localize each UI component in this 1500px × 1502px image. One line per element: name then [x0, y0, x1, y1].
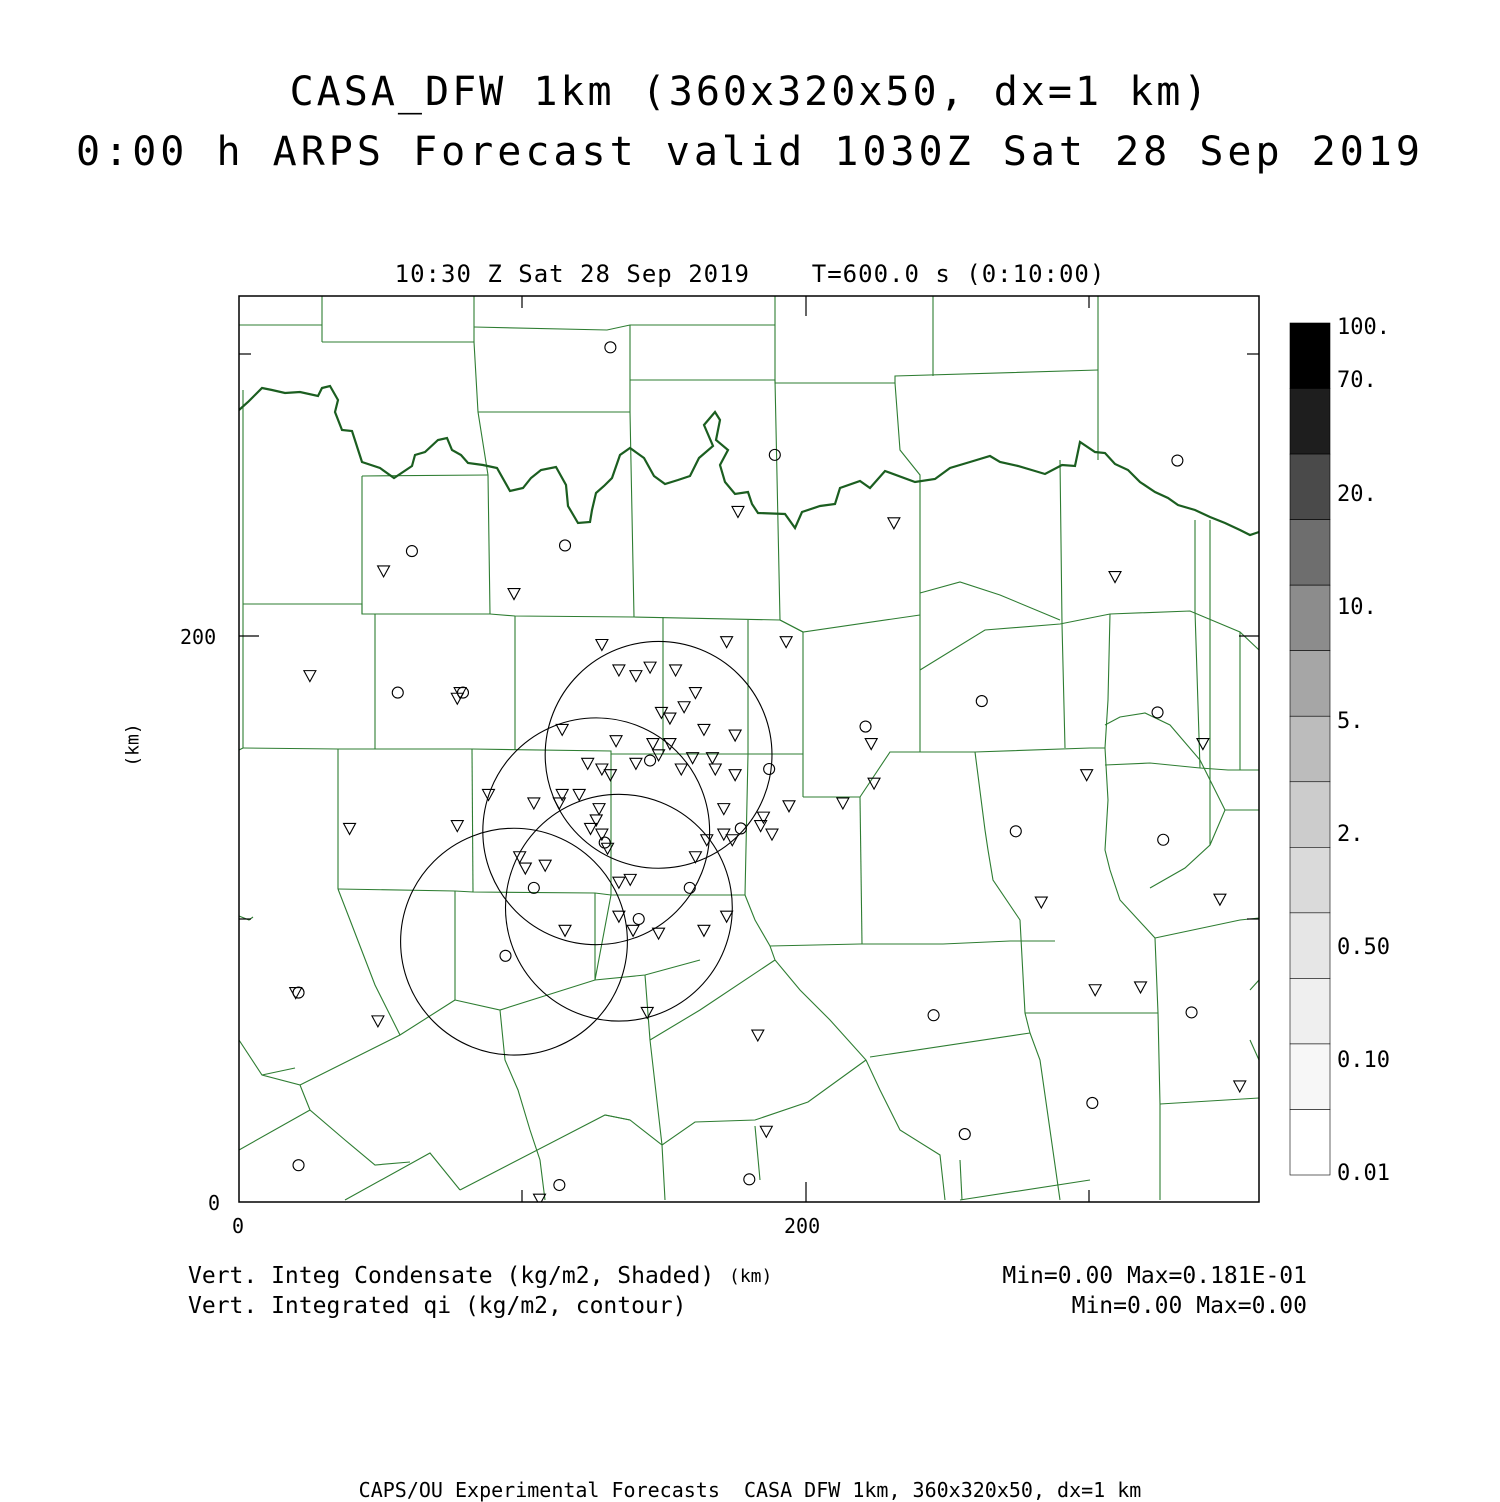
field2-label: Vert. Integrated qi (kg/m2, contour) — [188, 1293, 687, 1319]
station-circle-marker — [928, 1010, 939, 1021]
radar-ring-3 — [505, 794, 732, 1021]
station-triangle-marker — [556, 724, 568, 735]
colorbar-swatch-12 — [1290, 1044, 1330, 1110]
station-triangle-marker — [732, 506, 744, 517]
station-circle-marker — [500, 950, 511, 961]
colorbar-swatch-3 — [1290, 454, 1330, 520]
station-triangle-marker — [539, 860, 551, 871]
station-triangle-marker — [602, 843, 614, 854]
station-triangle-marker — [752, 1030, 764, 1041]
colorbar-label-5: 5. — [1337, 709, 1364, 734]
radar-ring-4 — [401, 828, 628, 1055]
station-triangle-marker — [689, 688, 701, 699]
station-circle-marker — [392, 687, 403, 698]
station-triangle-marker — [559, 925, 571, 936]
colorbar-label-20: 20. — [1337, 482, 1377, 507]
station-triangle-marker — [1035, 897, 1047, 908]
station-triangle-marker — [698, 724, 710, 735]
station-triangle-marker — [644, 662, 656, 673]
y-axis-label: (km) — [122, 723, 144, 767]
colorbar-label-0-01: 0.01 — [1337, 1161, 1390, 1186]
station-triangle-marker — [647, 739, 659, 750]
station-markers — [290, 342, 1246, 1205]
station-triangle-marker — [783, 801, 795, 812]
colorbar-swatch-4 — [1290, 520, 1330, 586]
station-circle-marker — [976, 696, 987, 707]
station-circle-marker — [769, 449, 780, 460]
station-triangle-marker — [344, 823, 356, 834]
station-triangle-marker — [519, 863, 531, 874]
valid-time-subtitle: 10:30 Z Sat 28 Sep 2019 T=600.0 s (0:10:00) — [394, 260, 1106, 288]
colorbar-label-100: 100. — [1337, 315, 1390, 340]
station-triangle-marker — [718, 804, 730, 815]
station-triangle-marker — [757, 812, 769, 823]
station-circle-marker — [1158, 834, 1169, 845]
field2-range: Min=0.00 Max=0.00 — [1071, 1293, 1307, 1319]
station-circle-marker — [860, 721, 871, 732]
station-triangle-marker — [865, 739, 877, 750]
station-circle-marker — [528, 882, 539, 893]
station-triangle-marker — [585, 823, 597, 834]
station-triangle-marker — [729, 730, 741, 741]
station-triangle-marker — [451, 693, 463, 704]
county-boundaries — [239, 296, 1259, 1200]
station-triangle-marker — [837, 798, 849, 809]
station-triangle-marker — [613, 911, 625, 922]
station-triangle-marker — [670, 665, 682, 676]
footer-credit: CAPS/OU Experimental Forecasts CASA DFW 1km, 360x320x50, dx=1 km — [358, 1478, 1142, 1502]
station-triangle-marker — [573, 789, 585, 800]
station-triangle-marker — [729, 770, 741, 781]
station-triangle-marker — [553, 798, 565, 809]
colorbar-label-70: 70. — [1337, 368, 1377, 393]
colorbar-swatch-2 — [1290, 389, 1330, 455]
station-triangle-marker — [624, 874, 636, 885]
station-triangle-marker — [721, 637, 733, 648]
station-triangle-marker — [451, 821, 463, 832]
station-triangle-marker — [888, 518, 900, 529]
station-triangle-marker — [630, 758, 642, 769]
station-triangle-marker — [709, 764, 721, 775]
field1-range: Min=0.00 Max=0.181E-01 — [1002, 1263, 1307, 1289]
station-triangle-marker — [372, 1016, 384, 1027]
colorbar-swatch-8 — [1290, 782, 1330, 848]
colorbar-swatch-10 — [1290, 913, 1330, 979]
station-triangle-marker — [678, 702, 690, 713]
station-triangle-marker — [304, 671, 316, 682]
radar-ring-2 — [483, 718, 710, 945]
station-circle-marker — [633, 914, 644, 925]
station-triangle-marker — [528, 798, 540, 809]
map-title-line1: CASA_DFW 1km (360x320x50, dx=1 km) — [289, 69, 1211, 115]
station-triangle-marker — [664, 713, 676, 724]
station-triangle-marker — [1089, 985, 1101, 996]
station-circle-marker — [560, 540, 571, 551]
station-triangle-marker — [1234, 1081, 1246, 1092]
station-triangle-marker — [653, 928, 665, 939]
colorbar-label-0-50: 0.50 — [1337, 935, 1390, 960]
station-triangle-marker — [630, 671, 642, 682]
colorbar-swatch-5 — [1290, 585, 1330, 651]
station-triangle-marker — [1214, 894, 1226, 905]
station-triangle-marker — [582, 758, 594, 769]
station-triangle-marker — [721, 911, 733, 922]
station-triangle-marker — [556, 789, 568, 800]
station-circle-marker — [1010, 826, 1021, 837]
station-triangle-marker — [780, 637, 792, 648]
station-triangle-marker — [1109, 572, 1121, 583]
station-circle-marker — [744, 1174, 755, 1185]
x-axis-label: (km) — [729, 1266, 773, 1287]
station-triangle-marker — [534, 1194, 546, 1205]
x-tick-200: 200 — [784, 1214, 821, 1238]
station-triangle-marker — [1081, 770, 1093, 781]
station-circle-marker — [605, 342, 616, 353]
station-triangle-marker — [698, 925, 710, 936]
y-tick-0: 0 — [208, 1191, 221, 1215]
station-triangle-marker — [627, 925, 639, 936]
station-circle-marker — [1186, 1007, 1197, 1018]
station-triangle-marker — [766, 829, 778, 840]
colorbar-label-2: 2. — [1337, 822, 1364, 847]
colorbar-label-0-10: 0.10 — [1337, 1048, 1390, 1073]
station-triangle-marker — [604, 770, 616, 781]
station-triangle-marker — [610, 736, 622, 747]
map-title-line2: 0:00 h ARPS Forecast valid 1030Z Sat 28 Sep 2019 — [76, 129, 1424, 175]
y-tick-200: 200 — [180, 625, 217, 649]
colorbar-swatch-6 — [1290, 651, 1330, 717]
station-circle-marker — [1172, 455, 1183, 466]
station-circle-marker — [1152, 707, 1163, 718]
station-triangle-marker — [378, 566, 390, 577]
colorbar-swatch-9 — [1290, 847, 1330, 913]
station-triangle-marker — [613, 665, 625, 676]
station-circle-marker — [1087, 1097, 1098, 1108]
station-triangle-marker — [1135, 982, 1147, 993]
colorbar-swatch-11 — [1290, 978, 1330, 1044]
station-triangle-marker — [593, 804, 605, 815]
station-triangle-marker — [868, 778, 880, 789]
station-circle-marker — [764, 764, 775, 775]
station-triangle-marker — [755, 821, 767, 832]
station-triangle-marker — [508, 589, 520, 600]
x-tick-0: 0 — [232, 1214, 245, 1238]
colorbar-swatch-1 — [1290, 323, 1330, 389]
colorbar-swatch-13 — [1290, 1109, 1330, 1175]
station-triangle-marker — [664, 739, 676, 750]
station-triangle-marker — [613, 877, 625, 888]
station-circle-marker — [959, 1129, 970, 1140]
field1-label: Vert. Integ Condensate (kg/m2, Shaded) — [188, 1263, 715, 1289]
station-circle-marker — [554, 1180, 565, 1191]
colorbar — [1290, 323, 1330, 1175]
station-circle-marker — [293, 1160, 304, 1171]
station-triangle-marker — [596, 639, 608, 650]
station-circle-marker — [645, 755, 656, 766]
station-triangle-marker — [675, 764, 687, 775]
station-triangle-marker — [760, 1126, 772, 1137]
station-circle-marker — [406, 546, 417, 557]
colorbar-label-10: 10. — [1337, 595, 1377, 620]
colorbar-swatch-7 — [1290, 716, 1330, 782]
state-border-line — [239, 386, 1259, 535]
station-circle-marker — [684, 882, 695, 893]
